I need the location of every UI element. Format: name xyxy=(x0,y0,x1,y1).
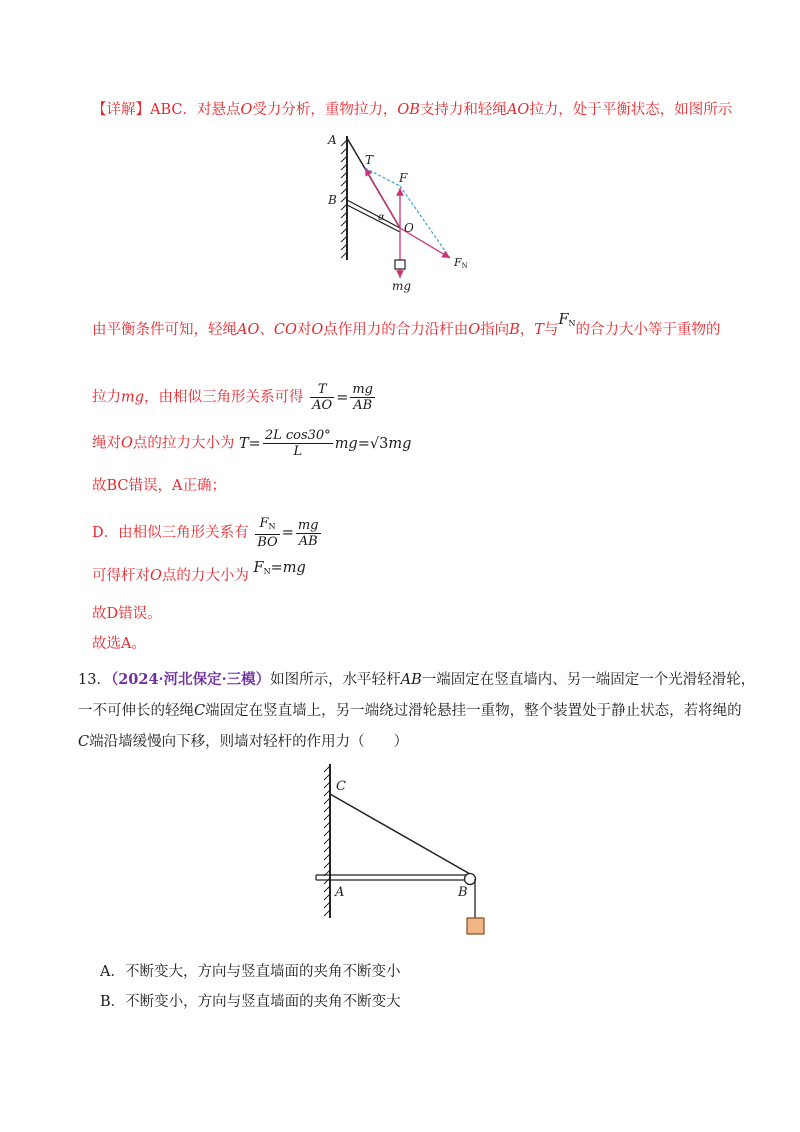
detail-line: 【详解】ABC．对悬点O受力分析，重物拉力，OB支持力和轻绳AO拉力，处于平衡状态，如图所示 xyxy=(92,102,733,118)
option-a[interactable]: A．不断变大，方向与竖直墙面的夹角不断变小 xyxy=(100,964,401,980)
label2-A: A xyxy=(335,885,345,900)
weight2-box xyxy=(467,918,484,934)
pulley-diagram xyxy=(310,758,500,938)
force-diagram xyxy=(320,128,480,300)
solution-line-4: 故BC错误，A正确； xyxy=(92,478,226,494)
label2-C: C xyxy=(336,779,346,794)
option-b[interactable]: B．不断变小，方向与竖直墙面的夹角不断变大 xyxy=(100,994,401,1010)
solution-line-1: 由平衡条件可知，轻绳AO、CO对O点作用力的合力沿杆由O指向B，T与$F^N$的合力大小等于重物的 xyxy=(92,312,721,338)
formula-2: T= $\frac{\text{2L cos30°}}{L}$ mg=√3mg xyxy=(239,428,412,459)
question-line-3: C端沿墙缓慢向下移，则墙对轻杆的作用力（ ） xyxy=(78,734,409,750)
formula-3: $\frac{F_N}{BO}$ = $\frac{mg}{AB}$ xyxy=(257,516,319,550)
solution-line-3: 绳对O点的拉力大小为 T= $\frac{\text{2L cos30°}}{L}$ mg=√3mg xyxy=(92,428,412,459)
weight-box xyxy=(395,260,405,269)
label-O: O xyxy=(404,221,414,235)
solution-line-6: 可得杆对O点的力大小为 $F_N=mg$ xyxy=(92,560,306,584)
solution-line-8: 故选A。 xyxy=(92,636,146,652)
label-F: F xyxy=(399,171,408,185)
formula-4: $F_N=mg$ xyxy=(253,560,306,576)
label-mg: mg xyxy=(392,279,412,293)
formula-1: $\frac{T}{AO}$ = $\frac{mg}{AB}$ xyxy=(312,382,374,413)
label-B: B xyxy=(328,193,337,207)
label-alpha: α xyxy=(378,212,385,223)
question-source: （2024·河北保定·三模） xyxy=(110,671,271,688)
label2-B: B xyxy=(458,885,468,900)
question-number: 13． xyxy=(78,672,111,688)
pulley xyxy=(465,874,476,885)
question-line-2: 一不可伸长的轻绳C端固定在竖直墙上，另一端绕过滑轮悬挂一重物，整个装置处于静止状态，若将绳的 xyxy=(78,703,742,719)
solution-line-2: 拉力mg，由相似三角形关系可得 $\frac{T}{AO}$ = $\frac{mg}{AB}$ xyxy=(92,382,377,413)
solution-line-7: 故D错误。 xyxy=(92,606,162,622)
label-A: A xyxy=(328,133,337,147)
rope-CB xyxy=(330,794,470,874)
label-T: T xyxy=(365,153,374,167)
label-FN: FN xyxy=(454,256,468,270)
solution-line-5: D．由相似三角形关系有 $\frac{F_N}{BO}$ = $\frac{mg}{AB}$ xyxy=(92,516,323,550)
question-line-1: 13．（2024·河北保定·三模）如图所示，水平轻杆AB一端固定在竖直墙内、另一端固定一个光滑轻滑轮， xyxy=(78,671,756,688)
detail-tag: 【详解】 xyxy=(92,102,150,118)
